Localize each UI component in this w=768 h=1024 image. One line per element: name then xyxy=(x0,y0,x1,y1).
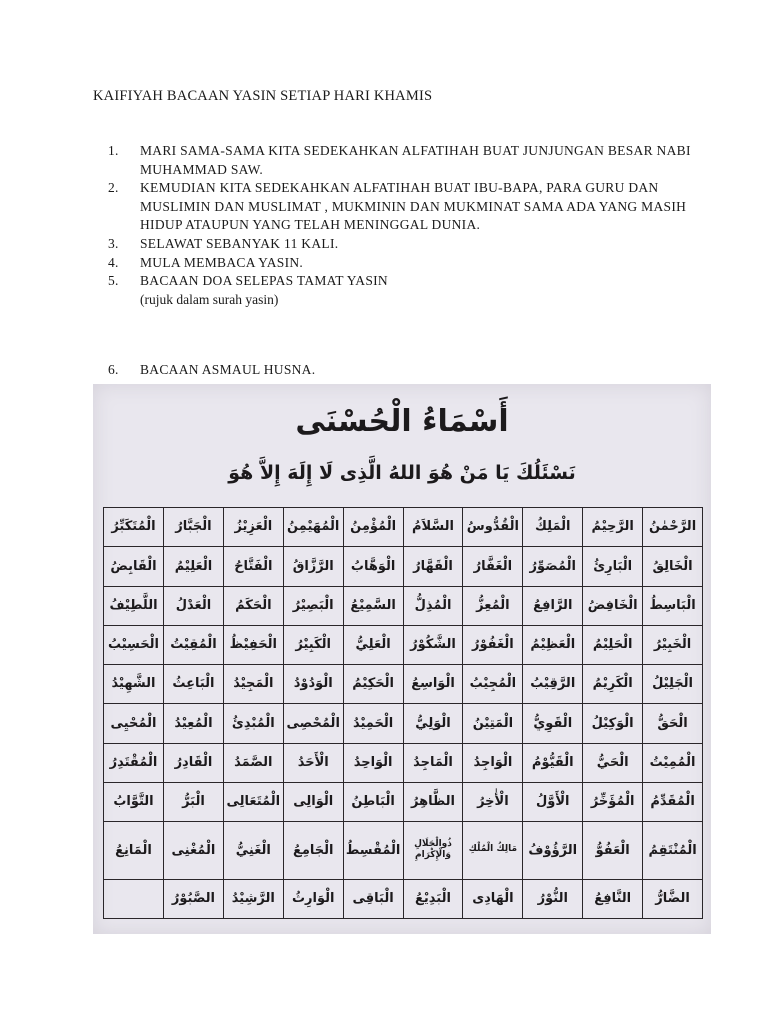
name-cell: الْبَاسِطُ xyxy=(643,586,703,625)
name-cell: الْغَفَّارُ xyxy=(463,547,523,586)
name-cell: النَّافِعُ xyxy=(583,879,643,918)
table-row xyxy=(104,665,703,704)
name-cell: ذُوالْجَلَالِ وَالْإِكْرَامِ xyxy=(403,822,463,880)
table-row xyxy=(104,704,703,743)
table-row xyxy=(104,743,703,782)
name-cell: الْخَالِقُ xyxy=(643,547,703,586)
name-cell: الْمُقِيْتُ xyxy=(163,625,223,664)
name-cell: الصَّبُوْرُ xyxy=(163,879,223,918)
name-cell: الْعَدْلُ xyxy=(163,586,223,625)
name-cell: الْعَزِيْزُ xyxy=(223,508,283,547)
name-cell: الْمُبْدِئُ xyxy=(223,704,283,743)
name-cell: الرَّشِيْدُ xyxy=(223,879,283,918)
name-cell: الْمَلِكُ xyxy=(523,508,583,547)
name-cell: الْوَاجِدُ xyxy=(463,743,523,782)
invocation-line: نَسْئَلُكَ يَا مَنْ هُوَ اللهُ الَّذِى لَا إِلَهَ إِلاَّ هُوَ xyxy=(228,462,576,484)
name-cell: الْمُقْتَدِرُ xyxy=(104,743,164,782)
name-cell: الْعَفُوُّ xyxy=(583,822,643,880)
name-cell: التَّوَّابُ xyxy=(104,782,164,821)
step-number: 6. xyxy=(108,362,119,377)
names-table xyxy=(103,507,703,919)
name-cell: الْمُعِيْدُ xyxy=(163,704,223,743)
name-cell: الرَّؤُوْفُ xyxy=(523,822,583,880)
list-item xyxy=(108,179,698,235)
name-cell: الرَّحِيْمُ xyxy=(583,508,643,547)
name-cell: الْبَاعِثُ xyxy=(163,665,223,704)
step-text: MARI SAMA-SAMA KITA SEDEKAHKAN ALFATIHAH BUAT JUNJUNGAN BESAR NABI MUHAMMAD SAW. xyxy=(140,143,691,177)
step-text: KEMUDIAN KITA SEDEKAHKAN ALFATIHAH BUAT IBU-BAPA, PARA GURU DAN MUSLIMIN DAN MUSLIMAT , MUKMININ DAN MUKMINAT SAMA ADA YANG MASIH HIDUP ATAUPUN YANG TELAH MENINGGAL DUNIA. xyxy=(140,180,687,233)
name-cell: الشَّهِيْدُ xyxy=(104,665,164,704)
name-cell: الْحَكِيْمُ xyxy=(343,665,403,704)
name-cell: الْكَرِيْمُ xyxy=(583,665,643,704)
name-cell: الْخَافِضُ xyxy=(583,586,643,625)
list-item xyxy=(108,362,508,378)
name-cell: مَالِكُ الْمُلْكِ xyxy=(463,822,523,880)
name-cell: الْبَاطِنُ xyxy=(343,782,403,821)
name-cell: الْبَارِئُ xyxy=(583,547,643,586)
name-cell: الْجَامِعُ xyxy=(283,822,343,880)
name-cell: الرَّحْمٰنُ xyxy=(643,508,703,547)
step-number: 2. xyxy=(108,180,119,196)
name-cell: الْكَبِيْرُ xyxy=(283,625,343,664)
name-cell: الْوَكِيْلُ xyxy=(583,704,643,743)
asmaul-husna-title: أَسْمَاءُ الْحُسْنَى xyxy=(295,404,509,439)
document-title: KAIFIYAH BACAAN YASIN SETIAP HARI KHAMIS xyxy=(93,88,433,104)
name-cell: الْحَلِيْمُ xyxy=(583,625,643,664)
name-cell: الْعَلِيُّ xyxy=(343,625,403,664)
name-cell: الْهَادِى xyxy=(463,879,523,918)
name-cell: الرَّافِعُ xyxy=(523,586,583,625)
step-text: MULA MEMBACA YASIN. xyxy=(140,254,304,270)
name-cell: الشَّكُوْرُ xyxy=(403,625,463,664)
name-cell: الْمُؤَخِّرُ xyxy=(583,782,643,821)
list-item xyxy=(108,235,698,254)
name-cell: الْقَوِيُّ xyxy=(523,704,583,743)
name-cell: الْبَرُّ xyxy=(163,782,223,821)
steps-list xyxy=(108,142,698,309)
name-cell: الْوَهَّابُ xyxy=(343,547,403,586)
name-cell: الْمُؤْمِنُ xyxy=(343,508,403,547)
name-cell: الْقَيُّوْمُ xyxy=(523,743,583,782)
name-cell: الْبَدِيْعُ xyxy=(403,879,463,918)
name-cell: الْوَدُوْدُ xyxy=(283,665,343,704)
name-cell: الْبَصِيْرُ xyxy=(283,586,343,625)
name-cell: الْحَقُّ xyxy=(643,704,703,743)
name-cell: الْحَمِيْدُ xyxy=(343,704,403,743)
name-cell: الْخَبِيْرُ xyxy=(643,625,703,664)
name-cell: الْمَاجِدُ xyxy=(403,743,463,782)
list-item xyxy=(108,142,698,179)
step-number: 1. xyxy=(108,143,119,158)
step-number: 4. xyxy=(108,254,119,270)
name-cell: الْمُقَدِّمُ xyxy=(643,782,703,821)
table-row xyxy=(104,782,703,821)
name-cell: اللَّطِيْفُ xyxy=(104,586,164,625)
name-cell: الْقُدُّوسُ xyxy=(463,508,523,547)
name-cell: الْحَكَمُ xyxy=(223,586,283,625)
name-cell: الْحَيُّ xyxy=(583,743,643,782)
table-row xyxy=(104,822,703,880)
name-cell: السَّلاَمُ xyxy=(403,508,463,547)
name-cell: الْبَاقِى xyxy=(343,879,403,918)
name-cell: الْقَابِضُ xyxy=(104,547,164,586)
name-cell: الْقَادِرُ xyxy=(163,743,223,782)
name-cell: الْأَحَدُ xyxy=(283,743,343,782)
name-cell: الْعَظِيْمُ xyxy=(523,625,583,664)
name-cell: الْغَفُوْرُ xyxy=(463,625,523,664)
name-cell: الْوَلِيُّ xyxy=(403,704,463,743)
name-cell: النُّوْرُ xyxy=(523,879,583,918)
step-text: BACAAN ASMAUL HUSNA. xyxy=(140,362,316,377)
table-row xyxy=(104,508,703,547)
name-cell: الْغَنِيُّ xyxy=(223,822,283,880)
name-cell: الْوَاحِدُ xyxy=(343,743,403,782)
name-cell: الْوَاسِعُ xyxy=(403,665,463,704)
step-note: (rujuk dalam surah yasin) xyxy=(140,291,279,307)
name-cell: الْأَوَّلُ xyxy=(523,782,583,821)
name-cell: الصَّمَدُ xyxy=(223,743,283,782)
asmaul-husna-image xyxy=(93,384,711,934)
name-cell: الْمُذِلُّ xyxy=(403,586,463,625)
table-row xyxy=(104,879,703,918)
name-cell: الضَّارُّ xyxy=(643,879,703,918)
name-cell: الْمُنْتَقِمُ xyxy=(643,822,703,880)
name-cell: الْمُغْنِى xyxy=(163,822,223,880)
name-cell xyxy=(104,879,164,918)
name-cell: الْحَسِيْبُ xyxy=(104,625,164,664)
name-cell: الْوَالِى xyxy=(283,782,343,821)
name-cell: الْمُحْصِى xyxy=(283,704,343,743)
name-cell: الظَّاهِرُ xyxy=(403,782,463,821)
table-row xyxy=(104,547,703,586)
name-cell: الْوَارِثُ xyxy=(283,879,343,918)
name-cell: السَّمِيْعُ xyxy=(343,586,403,625)
list-item xyxy=(108,272,698,309)
name-cell: الْمُتَكَبِّرُ xyxy=(104,508,164,547)
name-cell: الْفَتَّاحُ xyxy=(223,547,283,586)
name-cell: الْحَفِيْظُ xyxy=(223,625,283,664)
name-cell: الْمُقْسِطُ xyxy=(343,822,403,880)
name-cell: الْمُتَعَالِى xyxy=(223,782,283,821)
list-item xyxy=(108,254,698,273)
step-text: SELAWAT SEBANYAK 11 KALI. xyxy=(140,235,339,251)
name-cell: الْمُهَيْمِنُ xyxy=(283,508,343,547)
name-cell: الْجَلِيْلُ xyxy=(643,665,703,704)
table-row xyxy=(104,586,703,625)
name-cell: الْمَجِيْدُ xyxy=(223,665,283,704)
name-cell: الْمَتِيْنُ xyxy=(463,704,523,743)
name-cell: الْمُمِيْتُ xyxy=(643,743,703,782)
name-cell: الرَّقِيْبُ xyxy=(523,665,583,704)
name-cell: الْمَانِعُ xyxy=(104,822,164,880)
step-number: 5. xyxy=(108,273,119,289)
table-row xyxy=(104,625,703,664)
name-cell: الْمُصَوِّرُ xyxy=(523,547,583,586)
name-cell: الْجَبَّارُ xyxy=(163,508,223,547)
step-text: BACAAN DOA SELEPAS TAMAT YASIN xyxy=(140,273,388,289)
name-cell: الْمُعِزُّ xyxy=(463,586,523,625)
name-cell: الرَّزَّاقُ xyxy=(283,547,343,586)
name-cell: الْأٰخِرُ xyxy=(463,782,523,821)
name-cell: الْمُجِيْبُ xyxy=(463,665,523,704)
name-cell: الْمُحْيِى xyxy=(104,704,164,743)
step-number: 3. xyxy=(108,235,119,251)
name-cell: الْعَلِيْمُ xyxy=(163,547,223,586)
name-cell: الْقَهَّارُ xyxy=(403,547,463,586)
